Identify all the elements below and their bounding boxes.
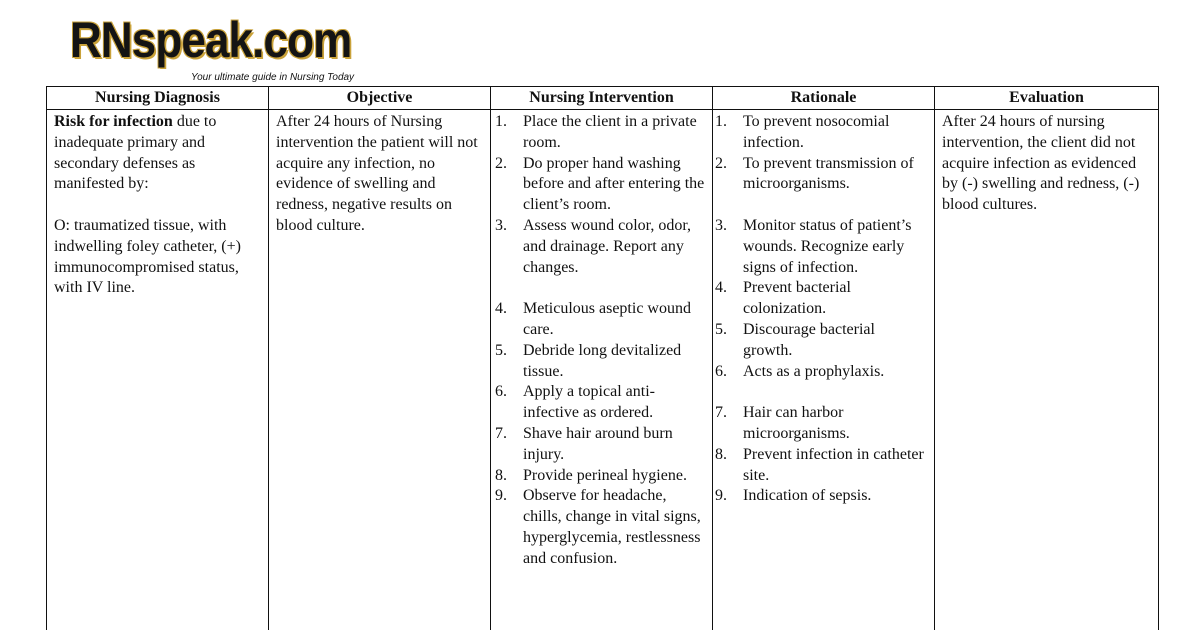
intervention-text: Do proper hand washing before and after entering the client’s room.: [523, 154, 705, 214]
rationale-cell: [713, 110, 935, 630]
rationale-text: Monitor status of patient’s wounds. Recognize early signs of infection.: [743, 216, 912, 276]
intervention-text: Provide perineal hygiene.: [523, 466, 687, 484]
evaluation-text: After 24 hours of nursing intervention, the client did not acquire infection as evidenced by (-) swelling and redness, (-) blood cultures.: [942, 113, 1140, 214]
header-nursing-intervention: Nursing Intervention: [491, 87, 713, 110]
list-item: [495, 216, 706, 278]
list-item: [495, 466, 706, 487]
intervention-number: 4.: [495, 300, 507, 318]
rationale-number: 2.: [715, 154, 727, 172]
intervention-list: [495, 112, 706, 570]
list-item: [715, 445, 928, 487]
rationale-number: 1.: [715, 113, 727, 130]
list-item: [715, 362, 928, 383]
list-item: [495, 299, 706, 341]
rationale-number: 8.: [715, 445, 727, 463]
rationale-text: To prevent transmission of microorganisms.: [743, 154, 914, 193]
intervention-text: Assess wound color, odor, and drainage. Report any changes.: [523, 216, 692, 276]
intervention-number: 6.: [495, 383, 507, 401]
table-row: [47, 110, 1159, 630]
diagnosis-cell: [47, 110, 269, 630]
table-header-row: [47, 87, 1159, 110]
intervention-number: 8.: [495, 466, 507, 484]
list-item: [715, 403, 928, 445]
objective-text: After 24 hours of Nursing intervention the patient will not acquire any infection, no evidence of swelling and redness, negative results on blood culture.: [276, 113, 478, 234]
rationale-text: Prevent infection in catheter site.: [743, 445, 924, 484]
rationale-text: Indication of sepsis.: [743, 487, 872, 505]
rationale-text: Hair can harbor microorganisms.: [743, 404, 850, 442]
list-item: [715, 278, 928, 320]
list-item: [715, 486, 928, 507]
header-rationale: Rationale: [713, 87, 935, 110]
list-item: [715, 320, 928, 362]
intervention-text: Meticulous aseptic wound care.: [523, 300, 691, 338]
list-item: [715, 216, 928, 278]
header-nursing-diagnosis: Nursing Diagnosis: [47, 87, 269, 110]
list-item: [495, 382, 706, 424]
logo-wordmark: RNspeak.com: [70, 12, 352, 68]
diagnosis-title: Risk for infection: [54, 113, 173, 130]
rationale-list: [715, 112, 928, 507]
intervention-number: 3.: [495, 216, 507, 234]
rationale-number: 5.: [715, 320, 727, 338]
intervention-number: 7.: [495, 424, 507, 442]
diagnosis-description: due to inadequate primary and secondary defenses as manifested by:: [54, 113, 217, 193]
header-evaluation: Evaluation: [935, 87, 1159, 110]
list-item: [495, 486, 706, 569]
site-logo[interactable]: [70, 6, 370, 86]
rationale-text: To prevent nosocomial infection.: [743, 113, 890, 151]
rationale-text: Discourage bacterial growth.: [743, 320, 875, 359]
intervention-text: Debride long devitalized tissue.: [523, 341, 682, 380]
list-item: [495, 341, 706, 383]
rationale-number: 3.: [715, 216, 727, 234]
intervention-cell: [491, 110, 713, 630]
intervention-number: 2.: [495, 154, 507, 172]
intervention-number: 1.: [495, 113, 507, 130]
intervention-text: Place the client in a private room.: [523, 113, 697, 151]
header-objective: Objective: [269, 87, 491, 110]
intervention-text: Observe for headache, chills, change in vital signs, hyperglycemia, restlessness and confusion.: [523, 487, 701, 567]
rationale-number: 6.: [715, 362, 727, 380]
diagnosis-statement: [54, 112, 262, 195]
objective-data: O: traumatized tissue, with indwelling foley catheter, (+) immunocompromised status, with IV line.: [54, 216, 241, 297]
list-item: [715, 112, 928, 154]
intervention-text: Apply a topical anti-infective as ordered.: [523, 383, 655, 422]
intervention-text: Shave hair around burn injury.: [523, 424, 673, 463]
rationale-number: 4.: [715, 279, 727, 297]
list-item: [495, 112, 706, 154]
intervention-number: 9.: [495, 487, 507, 505]
rationale-number: 7.: [715, 404, 727, 422]
list-item: [715, 154, 928, 196]
logo-tagline: Your ultimate guide in Nursing Today: [191, 72, 355, 83]
list-item: [495, 424, 706, 466]
intervention-number: 5.: [495, 341, 507, 359]
rationale-number: 9.: [715, 487, 727, 505]
list-item: [495, 154, 706, 216]
rationale-text: Acts as a prophylaxis.: [743, 362, 885, 380]
nursing-care-plan-table: [46, 86, 1159, 630]
evaluation-cell: [935, 110, 1159, 630]
rationale-text: Prevent bacterial colonization.: [743, 279, 851, 318]
objective-cell: [269, 110, 491, 630]
